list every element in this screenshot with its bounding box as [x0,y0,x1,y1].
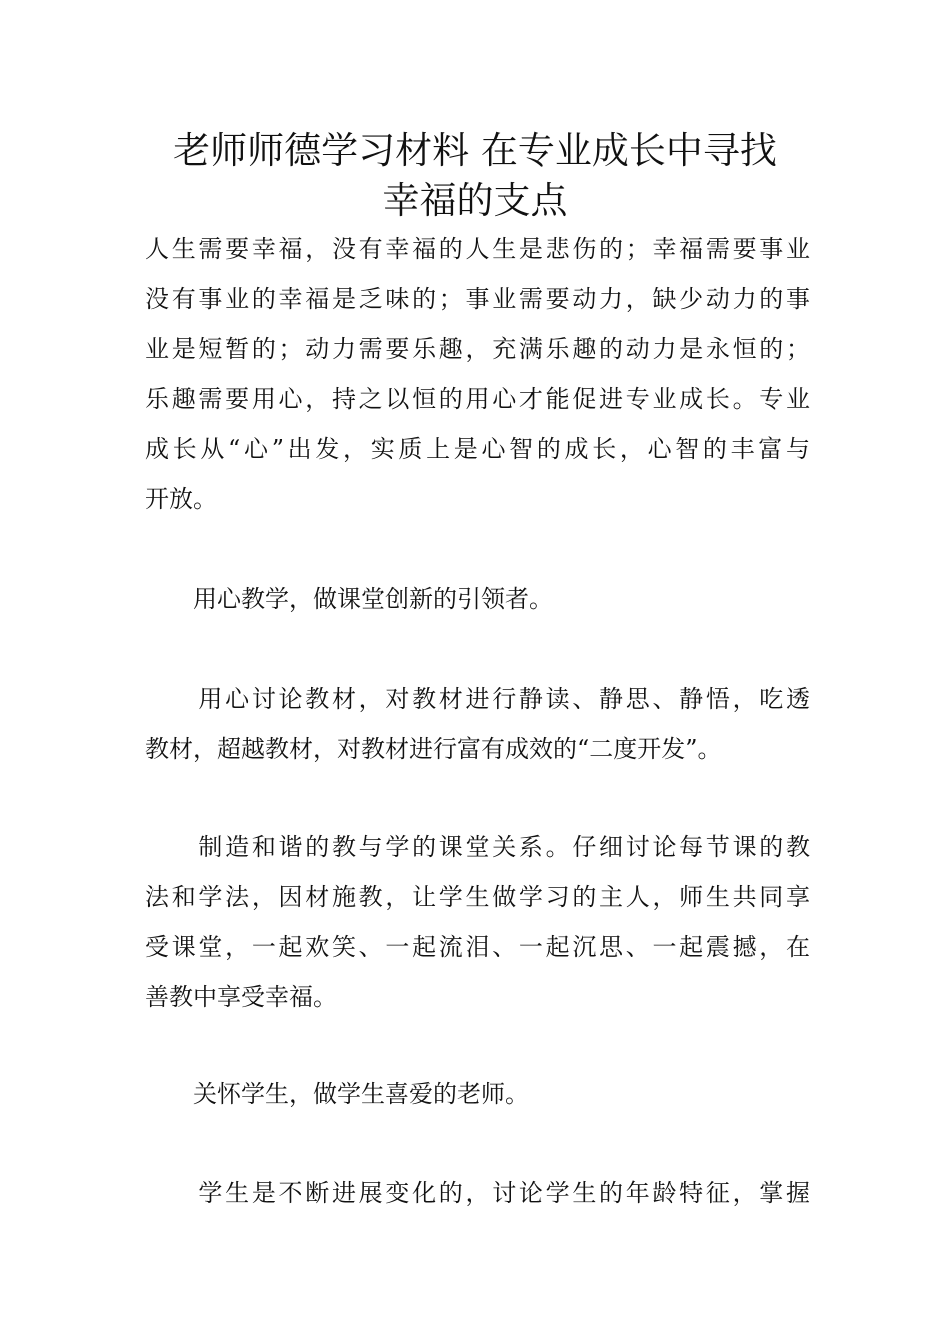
document-title-line-1: 老师师德学习材料 在专业成长中寻找 [173,129,777,172]
paragraph-line: 学生是不断进展变化的，讨论学生的年龄特征，掌握 [145,1179,810,1207]
paragraph-line: 关怀学生，做学生喜爱的老师。 [145,1080,529,1108]
paragraph-line: 用心讨论教材，对教材进行静读、静思、静悟，吃透 [145,685,810,713]
section-heading-students [145,1069,810,1119]
paragraph-line: 业是短暂的；动力需要乐趣，充满乐趣的动力是永恒的； [145,335,810,363]
paragraph-line: 乐趣需要用心，持之以恒的用心才能促进专业成长。专业 [145,385,810,413]
paragraph-line: 人生需要幸福，没有幸福的人生是悲伤的；幸福需要事业 [145,235,810,263]
paragraph-line: 用心教学，做课堂创新的引领者。 [145,585,553,613]
paragraph-students [145,1168,810,1218]
paragraph-line: 成长从“心”出发，实质上是心智的成长，心智的丰富与 [145,435,810,463]
paragraph-line: 没有事业的幸福是乏味的；事业需要动力，缺少动力的事 [145,285,810,313]
paragraph-textbook [145,674,810,774]
paragraph-line: 制造和谐的教与学的课堂关系。仔细讨论每节课的教 [145,833,810,861]
paragraph-line: 教材，超越教材，对教材进行富有成效的“二度开发”。 [145,735,722,763]
section-heading-teaching [145,574,810,624]
paragraph-intro [145,224,810,524]
document-title-line-2: 幸福的支点 [382,179,568,222]
paragraph-line: 法和学法，因材施教，让学生做学习的主人，师生共同享 [145,883,810,911]
paragraph-line: 受课堂，一起欢笑、一起流泪、一起沉思、一起震撼，在 [145,933,810,961]
paragraph-line: 善教中享受幸福。 [145,983,337,1011]
paragraph-classroom [145,822,810,1022]
paragraph-line: 开放。 [145,485,217,513]
